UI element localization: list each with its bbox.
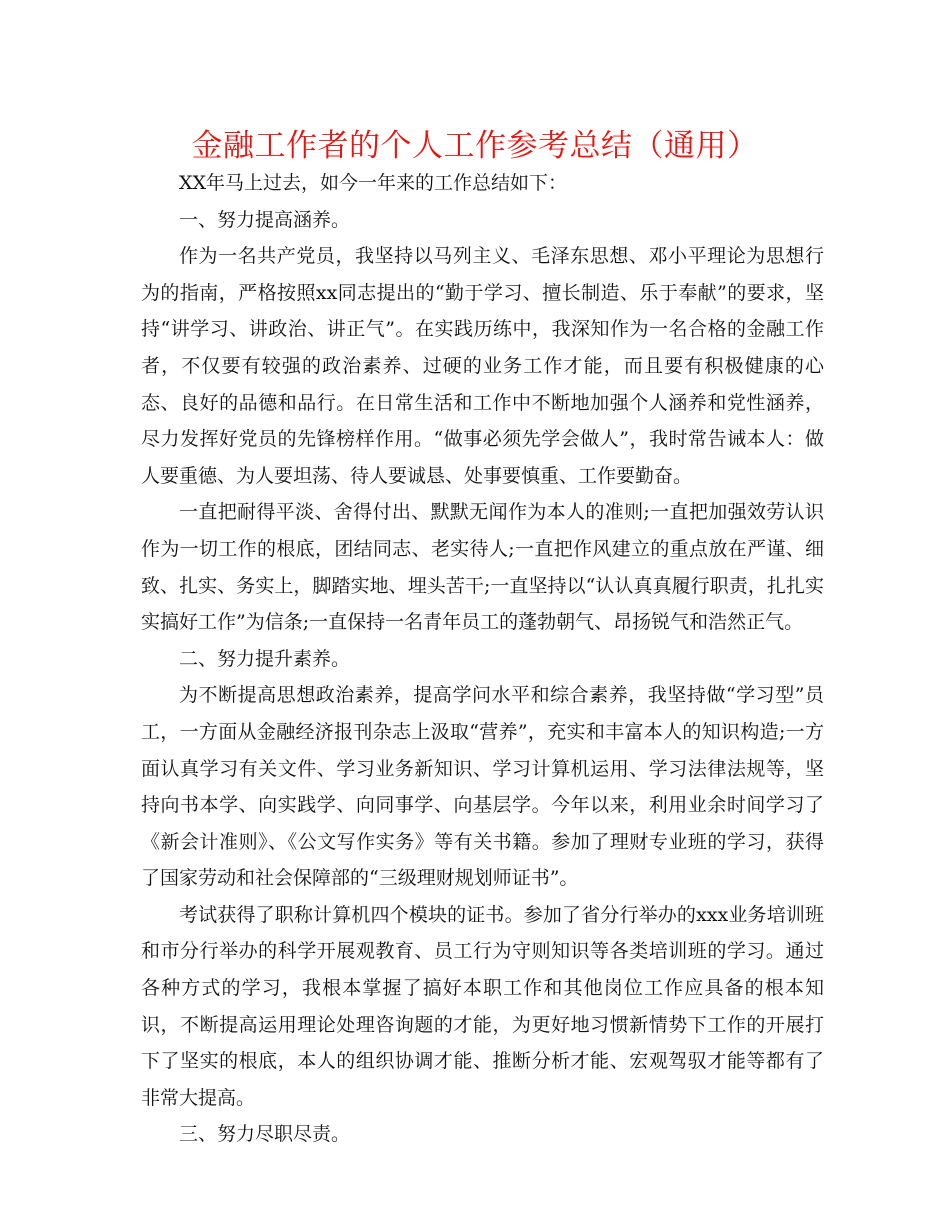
intro-paragraph: XX年马上过去，如今一年来的工作总结如下：	[179, 172, 568, 194]
body-paragraph: 作为一名共产党员，我坚持以马列主义、毛泽东思想、邓小平理论为思想行为的指南，严格按照xx同志提出的“勤于学习、擅长制造、乐于奉献”的要求，坚持“讲学习、讲政治、讲正气”。在实践历练中，我深知作为一名合格的金融工作者，不仅要有较强的政治素养、过硬的业务工作才能，而且要有积极健康的心态、良好的品德和品行。在日常生活和工作中不断地加强个人涵养和党性涵养，尽力发挥好党员的先锋榜样作用。“做事必须先学会做人”，我时常告诫本人：做人要重德、为人要坦荡、待人要诚恳、处事要慎重、工作要勤奋。	[141, 245, 824, 487]
document-title: 金融工作者的个人工作参考总结（通用）	[191, 128, 759, 164]
section-heading-1: 一、努力提高涵养。	[179, 208, 351, 231]
document-body	[141, 165, 824, 1153]
section-heading-2: 二、努力提升素养。	[179, 647, 351, 670]
section-heading-3: 三、努力尽职尽责。	[179, 1123, 351, 1146]
body-paragraph: 为不断提高思想政治素养，提高学问水平和综合素养，我坚持做“学习型”员工，一方面从金融经济报刊杂志上汲取“营养”，充实和丰富本人的知识构造;一方面认真学习有关文件、学习业务新知识、学习计算机运用、学习法律法规等，坚持向书本学、向实践学、向同事学、向基层学。今年以来，利用业余时间学习了《新会计准则》、《公文写作实务》等有关书籍。参加了理财专业班的学习，获得了国家劳动和社会保障部的“三级理财规划师证书”。	[141, 684, 824, 890]
body-paragraph: 考试获得了职称计算机四个模块的证书。参加了省分行举办的xxx业务培训班和市分行举办的科学开展观教育、员工行为守则知识等各类培训班的学习。通过各种方式的学习，我根本掌握了搞好本职工作和其他岗位工作应具备的根本知识，不断提高运用理论处理咨询题的才能，为更好地习惯新情势下工作的开展打下了坚实的根底，本人的组织协调才能、推断分析才能、宏观驾驭才能等都有了非常大提高。	[141, 903, 824, 1109]
body-paragraph: 一直把耐得平淡、舍得付出、默默无闻作为本人的准则;一直把加强效劳认识作为一切工作的根底，团结同志、老实待人;一直把作风建立的重点放在严谨、细致、扎实、务实上，脚踏实地、埋头苦干;一直坚持以“认认真真履行职责，扎扎实实搞好工作”为信条;一直保持一名青年员工的蓬勃朝气、昂扬锐气和浩然正气。	[141, 501, 824, 634]
